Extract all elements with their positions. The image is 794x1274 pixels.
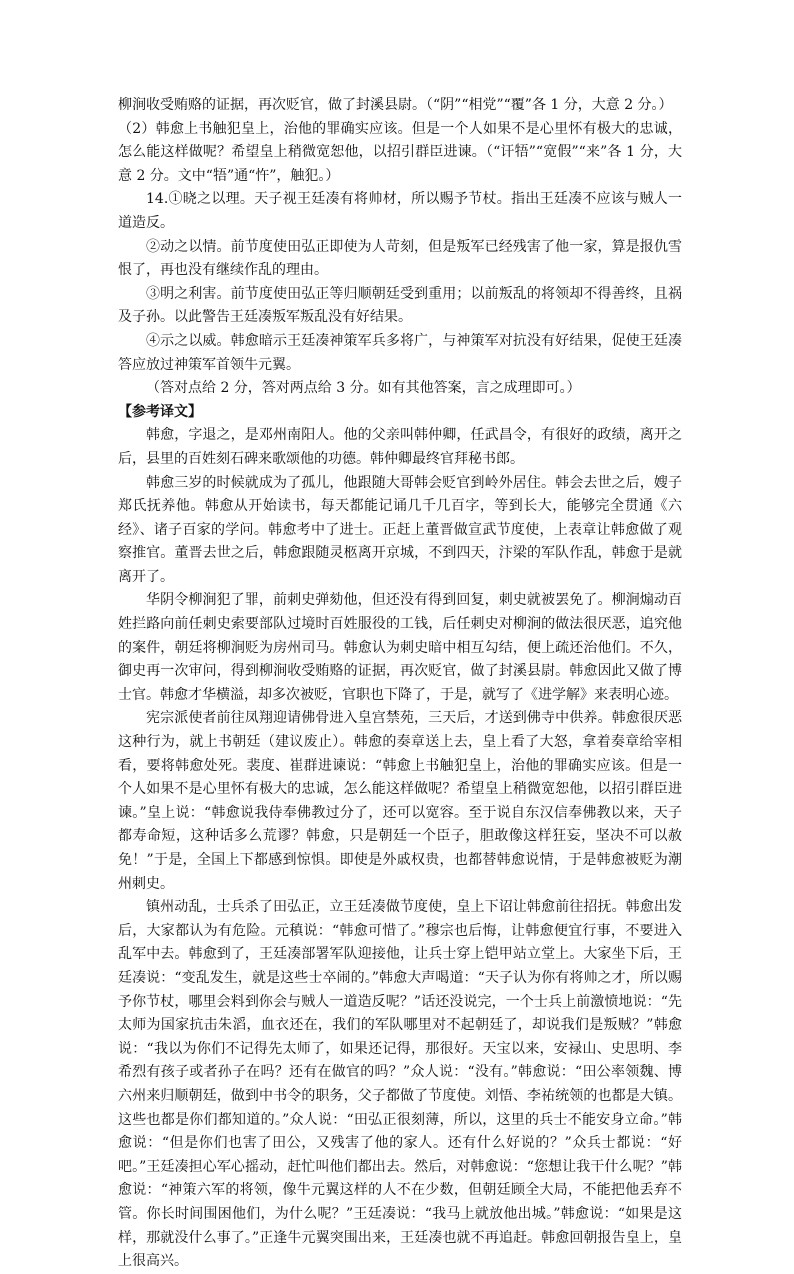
answer-q14-point-2: ②动之以情。前节度使田弘正即使为人苛刻，但是叛军已经残害了他一家，算是报仇雪恨了，再也没有继续作乱的理由。	[118, 238, 682, 279]
scoring-note: （答对点给 2 分，答对两点给 3 分。如有其他答案，言之成理即可。）	[146, 380, 581, 397]
section-heading: 【参考译文】	[118, 403, 202, 420]
answer-continuation: 柳涧收受贿赂的证据，再次贬官，做了封溪县尉。（“阴”“相党”“覆”各 1 分，大意 2 分。）	[118, 97, 673, 113]
answer-q14-point-1: 14.①晓之以理。天子视王廷凑有将帅材，所以赐予节杖。指出王廷凑不应该与贼人一道造反。	[118, 191, 682, 231]
answer-q14-point-3: ③明之利害。前节度使田弘正等归顺朝廷受到重用；以前叛乱的将领却不得善终，且祸及子孙。以此警告王廷凑叛军叛乱没有好结果。	[118, 285, 682, 326]
translation-paragraph: 宪宗派使者前往凤翔迎请佛骨进入皇宫禁苑，三天后，才送到佛寺中供养。韩愈很厌恶这种行为，就上书朝廷（建议废止）。韩愈的奏章送上去，皇上看了大怒，拿着奏章给宰相看，要将韩愈处死。裴度、崔群进谏说：“韩愈上书触犯皇上，治他的罪确实应该。但是一个人如果不是心里怀有极大的忠诚，怎么能这样做呢？希望皇上稍微宽恕他，以招引群臣进谏。”皇上说：“韩愈说我侍奉佛教过分了，还可以宽容。至于说自东汉信奉佛教以来，天子都寿命短，这种话多么荒谬？韩愈，只是朝廷一个臣子，胆敢像这样狂妄，坚决不可以赦免！”于是，全国上下都感到惊惧。即使是外戚权贵，也都替韩愈说情，于是韩愈被贬为潮州刺史。	[118, 710, 682, 892]
translation-paragraph: 镇州动乱，士兵杀了田弘正，立王廷凑做节度使，皇上下诏让韩愈前往招抚。韩愈出发后，大家都认为有危险。元稹说：“韩愈可惜了。”穆宗也后悔，让韩愈便宜行事，不要进入乱军中去。韩愈到了，王廷凑部署军队迎接他，让兵士穿上铠甲站立堂上。大家坐下后，王廷凑说：“变乱发生，就是这些士卒闹的。”韩愈大声喝道：“天子认为你有将帅之才，所以赐予你节杖，哪里会料到你会与贼人一道造反呢？”话还没说完，一个士兵上前激愤地说：“先太师为国家抗击朱滔，血衣还在，我们的军队哪里对不起朝廷了，却说我们是叛贼？”韩愈说：“我以为你们不记得先太师了，如果还记得，那很好。天宝以来，安禄山、史思明、李希烈有孩子或者孙子在吗？还有在做官的吗？”众人说：“没有。”韩愈说：“田公率领魏、博六州来归顺朝廷，做到中书令的职务，父子都做了节度使。刘悟、李祐统领的也都是大镇。这些也都是你们都知道的。”众人说：“田弘正很刻薄，所以，这里的兵士不能安身立命。”韩愈说：“但是你们也害了田公，又残害了他的家人。还有什么好说的？”众兵士都说：“好吧。”王廷凑担心军心摇动，赶忙叫他们都出去。然后，对韩愈说：“您想让我干什么呢？”韩愈说：“神策六军的将领，像牛元翼这样的人不在少数，但朝廷顾全大局，不能把他丢弃不管。你长时间围困他们，为什么呢？”王廷凑说：“我马上就放他出城。”韩愈说：“如果是这样，那就没什么事了。”正逢牛元翼突围出来，王廷凑也就不再追赶。韩愈回朝报告皇上，皇上很高兴。	[118, 899, 682, 1270]
document-page	[118, 94, 682, 1274]
translation-paragraph: 华阴令柳涧犯了罪，前刺史弹劾他，但还没有得到回复，刺史就被罢免了。柳涧煽动百姓拦路向前任刺史索要部队过境时百姓服役的工钱，后任刺史对柳涧的做法很厌恶，追究他的案件，朝廷将柳涧贬为房州司马。韩愈认为刺史暗中相互勾结，便上疏还治他们。不久，御史再一次审问，得到柳涧收受贿赂的证据，再次贬官，做了封溪县尉。韩愈因此又做了博士官。韩愈才华横溢，却多次被贬，官职也下降了，于是，就写了《进学解》来表明心迹。	[118, 592, 682, 703]
answer-item-2: （2）韩愈上书触犯皇上，治他的罪确实应该。但是一个人如果不是心里怀有极大的忠诚，怎么能这样做呢？希望皇上稍微宽恕他，以招引群臣进谏。（“讦牾”“宽假”“来”各 1 分，大意 2 分。文中“牾”通“忤”，触犯。）	[118, 120, 682, 184]
translation-paragraph: 韩愈三岁的时候就成为了孤儿，他跟随大哥韩会贬官到岭外居住。韩会去世之后，嫂子郑氏抚养他。韩愈从开始读书，每天都能记诵几千几百字，等到长大，能够完全贯通《六经》、诸子百家的学问。韩愈考中了进士。正赶上董晋做宣武节度使，上表章让韩愈做了观察推官。董晋去世之后，韩愈跟随灵柩离开京城，不到四天，汴梁的军队作乱，韩愈于是就离开了。	[118, 474, 682, 585]
translation-paragraph: 韩愈，字退之，是邓州南阳人。他的父亲叫韩仲卿，任武昌令，有很好的政绩，离开之后，县里的百姓刻石碑来歌颂他的功德。韩仲卿最终官拜秘书郎。	[118, 427, 682, 467]
answer-q14-point-4: ④示之以威。韩愈暗示王廷凑神策军兵多将广，与神策军对抗没有好结果，促使王廷凑答应放过神策军首领牛元翼。	[118, 332, 682, 373]
